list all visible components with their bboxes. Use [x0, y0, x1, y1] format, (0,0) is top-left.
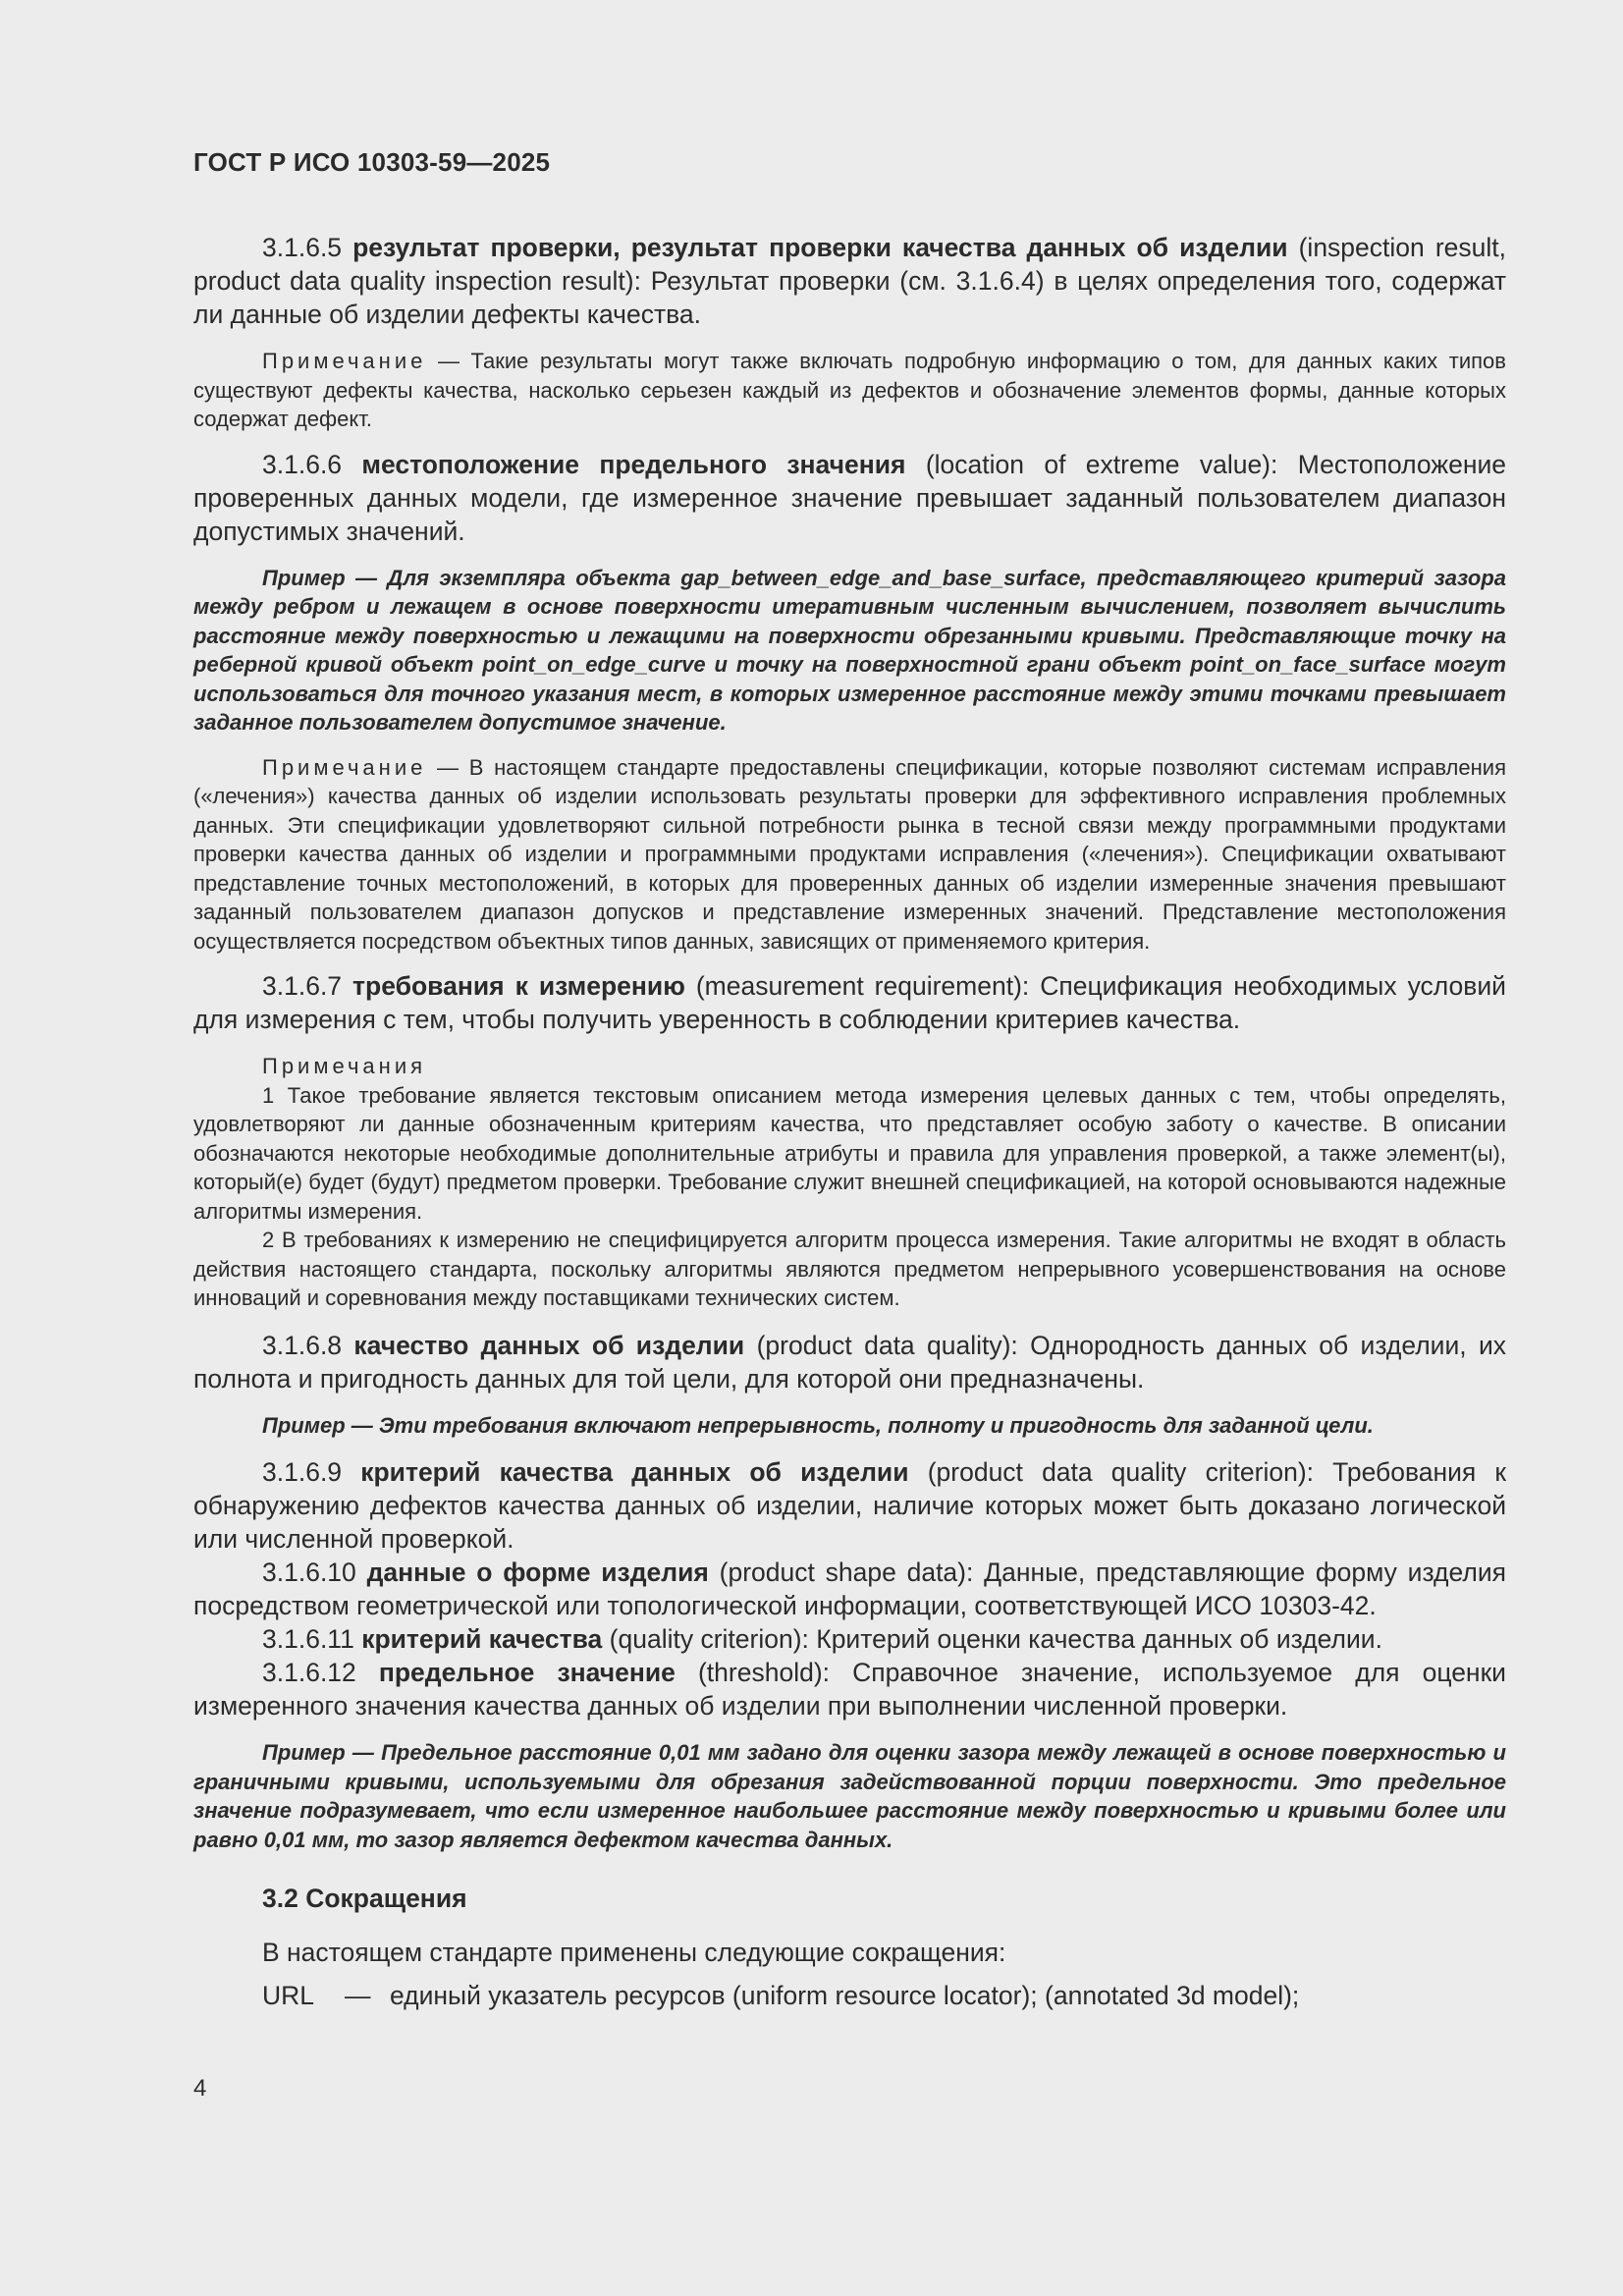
- term-title: результат проверки, результат проверки качества данных об изделии: [352, 233, 1288, 262]
- term-3-1-6-7: [193, 969, 1506, 1036]
- term-number: 3.1.6.12: [262, 1658, 356, 1687]
- note-label: Примечание: [262, 349, 427, 373]
- abbreviation-value: единый указатель ресурсов (uniform resource locator); (annotated 3d model);: [390, 1981, 1300, 2010]
- notes-item-1: 1 Такое требование является текстовым описанием метода измерения целевых данных с тем, чтобы определять, удовлетворяют ли данные обозначенным критериям качества, что представляет особую заботу о качестве. В описании обозначаются некоторые необходимые дополнительные атрибуты и правила для управления проверкой, а также элемент(ы), который(е) будет (будут) предметом проверки. Требование служит внешней спецификацией, на которой основываются надежные алгоритмы измерения.: [193, 1082, 1506, 1224]
- term-number: 3.1.6.7: [262, 971, 343, 1001]
- term-number: 3.1.6.6: [262, 449, 343, 479]
- term-title: критерий качества: [361, 1624, 603, 1654]
- term-3-1-6-5: [193, 231, 1506, 331]
- abbreviation-dash: —: [345, 1981, 371, 2010]
- notes-block: [193, 1052, 1506, 1313]
- term-definition: (product data quality criterion): Требования к обнаружению дефектов качества данных об изделии, наличие которых может быть доказано логической или численной проверкой.: [193, 1457, 1507, 1554]
- term-title: предельное значение: [378, 1658, 676, 1687]
- term-title: критерий качества данных об изделии: [360, 1457, 909, 1487]
- note-label: Примечание: [262, 754, 427, 780]
- term-3-1-6-9: [193, 1455, 1506, 1556]
- term-number: 3.1.6.11: [262, 1624, 354, 1654]
- term-title: качество данных об изделии: [353, 1330, 745, 1360]
- term-3-1-6-8: [193, 1329, 1506, 1395]
- note-text: — В настоящем стандарте предоставлены спецификации, которые позволяют системам исправления («лечения») качества данных об изделии использовать результаты проверки для эффективного исправления проблемных данных. Эти спецификации удовлетворяют сильной потребности рынка в тесной связи между программными продуктами проверки качества данных об изделии и программными продуктами исправления («лечения»). Спецификации охватывают представление точных местоположений, в которых для проверенных данных об изделии измеренные значения превышают заданный пользователем диапазон допусков и представление измеренных значений. Представление местоположения осуществляется посредством объектных типов данных, зависящих от применяемого критерия.: [193, 754, 1506, 954]
- document-header: ГОСТ Р ИСО 10303-59—2025: [193, 147, 551, 177]
- abbreviation-key: URL: [262, 1981, 315, 2010]
- term-definition: (threshold): Справочное значение, используемое для оценки измеренного значения качества данных об изделии при выполнении численной проверки.: [193, 1658, 1506, 1721]
- page-number: 4: [193, 2075, 207, 2102]
- term-definition: (quality criterion): Критерий оценки качества данных об изделии.: [609, 1624, 1382, 1654]
- notes-item-2: 2 В требованиях к измерению не специфицируется алгоритм процесса измерения. Такие алгоритмы не входят в область действия настоящего стандарта, поскольку алгоритмы являются предметом непрерывного усовершенствования на основе инноваций и соревнования между поставщиками технических систем.: [193, 1228, 1506, 1310]
- term-definition: (location of extreme value): Местоположение проверенных данных модели, где измеренное значение превышает заданный пользователем диапазон допустимых значений.: [193, 449, 1506, 546]
- term-title: местоположение предельного значения: [361, 449, 906, 479]
- example-3: Пример — Предельное расстояние 0,01 мм задано для оценки зазора между лежащей в основе поверхностью и граничными кривыми, используемыми для обрезания задействованной порции поверхности. Это предельное значение подразумевает, что если измеренное наибольшее расстояние между поверхностью и кривыми более или равно 0,01 мм, то зазор является дефектом качества данных.: [193, 1740, 1506, 1852]
- note-2: [193, 753, 1506, 957]
- term-definition: (product data quality): Однородность данных об изделии, их полнота и пригодность данных для той цели, для которой они предназначены.: [193, 1330, 1507, 1394]
- term-3-1-6-10: [193, 1556, 1506, 1622]
- note-1: [193, 347, 1506, 434]
- term-3-1-6-6: [193, 448, 1506, 548]
- term-3-1-6-12: [193, 1656, 1506, 1722]
- term-definition: (inspection result, product data quality inspection result): Результат проверки (см. 3.1.6.4) в целях определения того, содержат ли данные об изделии дефекты качества.: [193, 233, 1506, 329]
- term-number: 3.1.6.9: [262, 1457, 343, 1487]
- abbreviation-row: [262, 1979, 1506, 2012]
- term-3-1-6-11: [193, 1622, 1506, 1656]
- example-2: Пример — Эти требования включают непрерывность, полноту и пригодность для заданной цели.: [262, 1412, 1374, 1438]
- term-definition: (measurement requirement): Спецификация необходимых условий для измерения с тем, чтобы получить уверенность в соблюдении критериев качества.: [193, 971, 1506, 1034]
- term-definition: (product shape data): Данные, представляющие форму изделия посредством геометрической или топологической информации, соответствующей ИСО 10303-42.: [193, 1558, 1506, 1620]
- term-number: 3.1.6.8: [262, 1330, 343, 1360]
- note-text: — Такие результаты могут также включать подробную информацию о том, для данных каких типов существуют дефекты качества, насколько серьезен каждый из дефектов и обозначение элементов формы, данные которых содержат дефект.: [193, 349, 1506, 431]
- term-number: 3.1.6.10: [262, 1558, 356, 1587]
- term-number: 3.1.6.5: [262, 233, 343, 262]
- term-title: данные о форме изделия: [366, 1558, 709, 1587]
- notes-heading: Примечания: [262, 1054, 427, 1078]
- abbreviations-intro: В настоящем стандарте применены следующие сокращения:: [262, 1938, 1006, 1967]
- example-1: Пример — Для экземпляра объекта gap_between_edge_and_base_surface, представляющего критерий зазора между ребром и лежащем в основе поверхности итеративным численным вычислением, позволяет вычислить расстояние между поверхностью и лежащими на поверхности обрезанными кривыми. Представляющие точку на реберной кривой объект point_on_edge_curve и точку на поверхностной грани объект point_on_face_surface могут использоваться для точного указания мест, в которых измеренное расстояние между этими точками превышает заданное пользователем допустимое значение.: [193, 565, 1506, 735]
- term-title: требования к измерению: [352, 971, 685, 1001]
- section-heading-3-2: 3.2 Сокращения: [262, 1884, 467, 1913]
